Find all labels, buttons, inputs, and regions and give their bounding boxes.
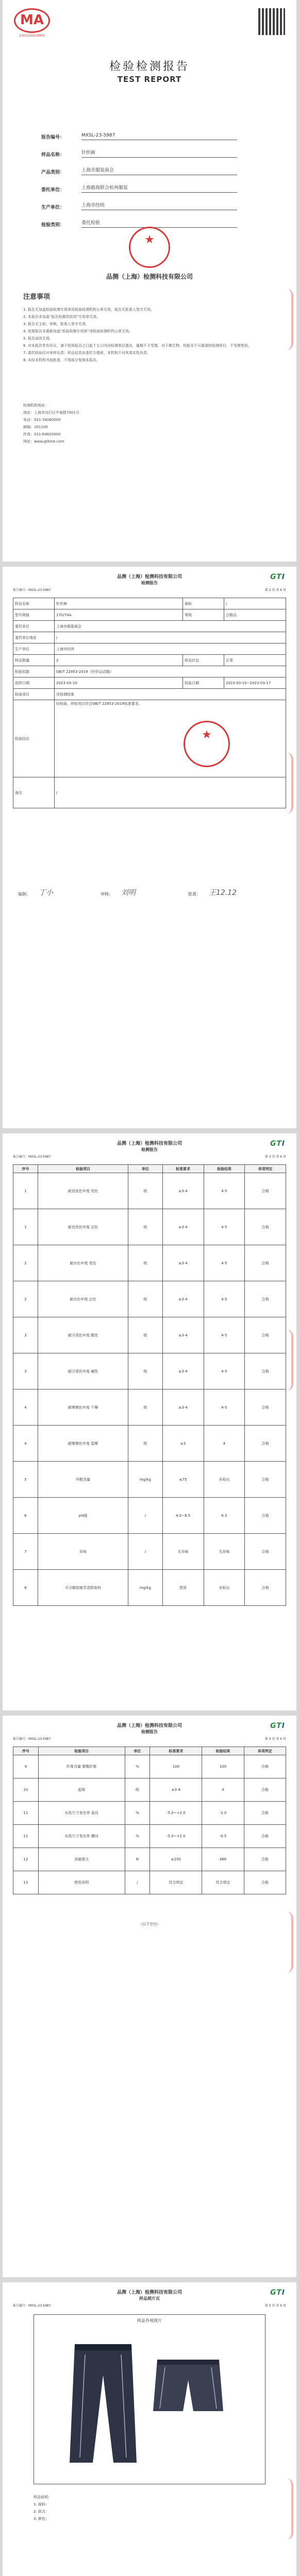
table-row xyxy=(13,1426,286,1462)
table-cell: 合格 xyxy=(245,1462,286,1498)
column-header: 检验结果 xyxy=(202,1747,244,1755)
page-edge-stamp xyxy=(286,1329,293,1391)
table-cell: 型号规格 xyxy=(13,609,55,621)
field-label: 生产单位： xyxy=(41,205,65,210)
field-label: 报告编号： xyxy=(41,135,65,140)
table-cell: 耐水色牢度 变色 xyxy=(38,1245,128,1281)
table-cell: 100 xyxy=(202,1755,244,1778)
table-cell: 无异味 xyxy=(204,1534,245,1570)
table-cell: 合格 xyxy=(244,1755,286,1778)
table-row xyxy=(13,1570,286,1606)
table-header-row xyxy=(13,1165,286,1173)
table-cell: 7 xyxy=(13,1534,38,1570)
field-value: 针织裤 xyxy=(81,149,237,158)
table-cell: ≥3-4 xyxy=(162,1245,204,1281)
table-row xyxy=(13,1871,286,1894)
table-cell: 合格 xyxy=(245,1173,286,1209)
gti-logo xyxy=(270,1140,285,1148)
table-cell: 委托单位 xyxy=(13,621,55,632)
notice-section xyxy=(23,291,276,364)
table-row xyxy=(13,598,286,609)
company-name: 品测（上海）检测科技有限公司 xyxy=(106,273,193,280)
table-cell: / xyxy=(55,632,286,643)
results-body xyxy=(13,1173,286,1606)
table-cell: 4-5 xyxy=(204,1317,245,1353)
table-cell: 6 xyxy=(13,1498,38,1534)
long-pants-photo xyxy=(64,2339,142,2468)
table-cell: GB/T 22853-2019《针织运动服》 xyxy=(55,666,286,677)
inspection-seal xyxy=(184,721,230,767)
table-cell: ≥3 xyxy=(162,1426,204,1462)
table-cell: 合格 xyxy=(245,1353,286,1389)
table-row xyxy=(13,643,286,655)
table-cell: 无异味 xyxy=(162,1534,204,1570)
header-company: 品测（上海）检测科技有限公司 xyxy=(117,1723,182,1728)
table-cell: 商标 xyxy=(183,598,224,609)
table-cell: 禁用 xyxy=(162,1570,204,1606)
table-cell: 检验结论 xyxy=(13,700,55,777)
table-cell: 11 xyxy=(13,1825,39,1848)
header-company: 品测（上海）检测科技有限公司 xyxy=(117,574,182,580)
logo-text-b: I xyxy=(281,1722,285,1730)
qr-code-icon xyxy=(258,8,285,35)
table-cell: 收样日期 xyxy=(13,677,55,689)
table-row xyxy=(13,1317,286,1353)
field-value: 上海市服装商会 xyxy=(81,166,237,175)
sign-label: 审核： xyxy=(101,892,113,896)
table-cell: 合格 xyxy=(244,1802,286,1825)
table-cell: / xyxy=(128,1498,162,1534)
table-cell: 级 xyxy=(128,1209,162,1245)
page-edge-stamp xyxy=(286,289,293,350)
table-cell: 10 xyxy=(13,1778,39,1802)
field-sample-name xyxy=(41,140,237,158)
table-cell: 使用说明 xyxy=(38,1871,125,1894)
table-row xyxy=(13,1825,286,1848)
results-body xyxy=(13,1755,286,1894)
signature-compiler: 丁小 xyxy=(39,889,53,897)
field-value: 委托检验 xyxy=(81,219,237,228)
field-report-no xyxy=(41,123,237,140)
table-row xyxy=(13,700,286,777)
table-cell: 起球 xyxy=(38,1778,125,1802)
table-row xyxy=(13,689,286,700)
note-line: 样品说明： xyxy=(34,2495,52,2499)
contact-info xyxy=(23,402,178,445)
table-cell: 正常 xyxy=(224,655,286,666)
results-page-2 xyxy=(3,1716,296,2277)
table-cell: 2023-03-10 xyxy=(55,677,183,689)
table-cell: ≤75 xyxy=(162,1462,204,1498)
table-cell: 委托单位地址 xyxy=(13,632,55,643)
table-cell: 合格 xyxy=(245,1209,286,1245)
sample-photo-page xyxy=(3,2282,296,2576)
logo-text-b: I xyxy=(281,573,285,581)
table-row xyxy=(13,777,286,808)
table-cell: 4 xyxy=(13,1426,38,1462)
table-cell: 检验项目 xyxy=(13,689,55,700)
field-label: 产品类别： xyxy=(41,170,65,175)
contact-line: 检测机构地址： xyxy=(23,403,48,408)
table-cell: 级 xyxy=(128,1353,162,1389)
table-cell: -0.5 xyxy=(202,1825,244,1848)
table-cell: 甲醛含量 xyxy=(38,1462,128,1498)
table-cell: -5.0~+2.0 xyxy=(150,1802,202,1825)
field-test-type xyxy=(41,210,237,228)
table-cell: 合格 xyxy=(245,1426,286,1462)
contact-line: 网址：www.gtitest.com xyxy=(23,439,64,444)
table-header-row xyxy=(13,1747,286,1755)
report-number: 报告编号：MXSL-23-5987 xyxy=(13,588,51,592)
logo-text-a: GT xyxy=(270,2289,282,2297)
column-header: 单位 xyxy=(125,1747,150,1755)
table-cell: ≥3-4 xyxy=(162,1209,204,1245)
header-report-title: 检测报告 xyxy=(141,581,158,585)
page-number: 第 4 页 共 6 页 xyxy=(264,1737,286,1741)
table-cell: 1 xyxy=(13,1209,38,1245)
table-cell: 水洗尺寸变化率 直向 xyxy=(38,1802,125,1825)
notice-line: 2. 本报告未加盖“报告检测资质用”专用章无效。 xyxy=(23,315,101,319)
seal-star-icon: ★ xyxy=(144,233,155,246)
table-cell: 上海市服装商会 xyxy=(55,621,286,632)
signature-approver: 王12.12 xyxy=(209,889,237,897)
logo-text-a: GT xyxy=(270,573,282,581)
table-row xyxy=(13,1173,286,1209)
table-cell: 合格品 xyxy=(224,609,286,621)
table-row xyxy=(13,1755,286,1778)
page-number: 第 2 页 共 6 页 xyxy=(264,588,286,592)
table-cell: 等级 xyxy=(183,609,224,621)
notice-line: 4. 复制报告未重新加盖“检验检测专用章”或检验检测机构公章无效。 xyxy=(23,329,133,333)
table-cell: 合格 xyxy=(244,1871,286,1894)
column-header: 单项判定 xyxy=(245,1165,286,1173)
column-header: 序号 xyxy=(13,1747,39,1755)
table-cell: 8 xyxy=(13,1570,38,1606)
field-label: 样品名称： xyxy=(41,152,65,158)
table-row xyxy=(13,1245,286,1281)
table-cell: 4 xyxy=(202,1778,244,1802)
table-cell: 样品名称 xyxy=(13,598,55,609)
cover-info-form xyxy=(41,123,237,228)
company-seal xyxy=(129,227,170,268)
table-cell: 13 xyxy=(13,1871,39,1894)
cma-code: 2301120210000 xyxy=(19,34,45,38)
table-cell: 样品数量 xyxy=(13,655,55,666)
table-row xyxy=(13,1778,286,1802)
table-cell: 11 xyxy=(13,1802,39,1825)
table-cell: pH值 xyxy=(38,1498,128,1534)
summary-table xyxy=(13,598,286,808)
notice-line: 1. 报告无加盖检验检测专用章或检验检测机构公章无效，报告无批准人签字无效。 xyxy=(23,308,154,312)
logo-text-b: I xyxy=(281,1140,285,1148)
table-cell: 4-5 xyxy=(204,1245,245,1281)
table-cell: ≥3-4 xyxy=(162,1173,204,1209)
contact-line: 地址：上海市闵行区中春路7001号 xyxy=(23,411,79,415)
notice-title: 注意事项 xyxy=(23,293,51,301)
table-cell: 上海市经纬 xyxy=(55,643,286,655)
field-label: 委托单位： xyxy=(41,188,65,193)
table-cell: 耐皂洗色牢度 沾色 xyxy=(38,1209,128,1245)
table-cell xyxy=(55,700,286,777)
table-cell: 3 xyxy=(13,1317,38,1353)
table-cell: 水洗尺寸变化率 横向 xyxy=(38,1825,125,1848)
field-label: 检验类别： xyxy=(41,223,65,228)
table-cell: 可分解致癌芳香胺染料 xyxy=(38,1570,128,1606)
gti-logo xyxy=(270,1722,285,1730)
table-cell: 级 xyxy=(128,1389,162,1426)
contact-line: 邮编：201100 xyxy=(23,425,48,429)
table-cell: 4.0~8.5 xyxy=(162,1498,204,1534)
table-cell: 检验日期 xyxy=(183,677,224,689)
header-company: 品测（上海）检测科技有限公司 xyxy=(117,2290,182,2295)
header-photo-title: 样品照片页 xyxy=(139,2296,160,2301)
table-cell: 符合规定 xyxy=(150,1871,202,1894)
note-line: 2. 款式： xyxy=(34,2510,49,2514)
table-cell: / xyxy=(55,777,286,808)
table-cell: 未检出 xyxy=(204,1462,245,1498)
page-edge-stamp xyxy=(286,1911,293,1973)
table-cell: 9 xyxy=(13,1755,39,1778)
table-cell: 4-5 xyxy=(204,1389,245,1426)
table-cell: 468 xyxy=(202,1848,244,1871)
table-cell: 3 xyxy=(13,1353,38,1389)
sign-label: 编制： xyxy=(18,892,30,896)
report-number: 报告编号：MXSL-23-5987 xyxy=(13,1737,51,1741)
contact-line: 传真：021-64820000 xyxy=(23,432,61,436)
table-row xyxy=(13,1498,286,1534)
report-title-cn: 检验检测报告 xyxy=(109,60,190,73)
table-cell: 异味 xyxy=(38,1534,128,1570)
table-cell: 4-5 xyxy=(204,1173,245,1209)
conclusion-text: 经检验，所检项目符合GB/T 22853-2019标准要求。 xyxy=(56,702,142,706)
column-header: 检验结果 xyxy=(204,1165,245,1173)
column-header: 检验项目 xyxy=(38,1165,128,1173)
table-row xyxy=(13,1389,286,1426)
table-cell: 耐摩擦色牢度 干摩 xyxy=(38,1389,128,1426)
table-cell: 100 xyxy=(150,1755,202,1778)
table-cell: 未检出 xyxy=(204,1570,245,1606)
logo-text-a: GT xyxy=(270,1722,282,1730)
column-header: 检验项目 xyxy=(38,1747,125,1755)
table-row xyxy=(13,1353,286,1389)
table-cell: 合格 xyxy=(245,1389,286,1426)
table-cell: 2 xyxy=(13,1245,38,1281)
table-cell: mg/kg xyxy=(128,1570,162,1606)
table-cell: 样品状态 xyxy=(183,655,224,666)
table-row xyxy=(13,1534,286,1570)
note-line: 1. 面料： xyxy=(34,2502,49,2506)
table-row xyxy=(13,1848,286,1871)
notice-line: 7. 委托检验仅对来样负责；样品信息由委托方提供，本机构不对其真实性负责。 xyxy=(23,351,151,355)
table-cell: 级 xyxy=(128,1173,162,1209)
table-cell: 级 xyxy=(128,1317,162,1353)
contact-line: 电话：021-34060000 xyxy=(23,418,61,422)
table-cell: ≥3-4 xyxy=(162,1353,204,1389)
table-cell: 见检测结果 xyxy=(55,689,286,700)
table-cell: 2 xyxy=(13,1281,38,1317)
table-row xyxy=(13,632,286,643)
header-report-title: 检测报告 xyxy=(141,1730,158,1734)
table-cell: 合格 xyxy=(245,1281,286,1317)
table-cell: 合格 xyxy=(245,1317,286,1353)
gti-logo xyxy=(270,2289,285,2297)
cma-logo: MA xyxy=(14,8,50,33)
table-row xyxy=(13,1281,286,1317)
table-cell: 合格 xyxy=(244,1825,286,1848)
table-cell: 符合规定 xyxy=(202,1871,244,1894)
notice-line: 3. 报告无主检、审核、批准人签字无效。 xyxy=(23,322,89,326)
table-cell: 4-5 xyxy=(204,1281,245,1317)
table-cell: ≥3-4 xyxy=(162,1389,204,1426)
table-cell: 170/74A xyxy=(55,609,183,621)
table-cell: 4 xyxy=(13,1389,38,1426)
results-page-1 xyxy=(3,1133,296,1710)
table-cell: 耐汗渍色牢度 酸性 xyxy=(38,1317,128,1353)
field-client xyxy=(41,175,237,193)
field-value: 上海慈海联合杭州服装 xyxy=(81,184,237,193)
table-cell: ≥3-4 xyxy=(162,1281,204,1317)
results-table xyxy=(13,1747,286,1894)
table-row xyxy=(13,1462,286,1498)
table-cell: 4-5 xyxy=(204,1353,245,1389)
shorts-photo xyxy=(152,2354,224,2416)
report-number: 报告编号：MXSL-23-5987 xyxy=(13,1155,51,1159)
table-cell: 耐汗渍色牢度 碱性 xyxy=(38,1353,128,1389)
column-header: 单位 xyxy=(128,1165,162,1173)
report-title-en: TEST REPORT xyxy=(117,75,182,84)
table-row xyxy=(13,677,286,689)
column-header: 标准要求 xyxy=(150,1747,202,1755)
table-cell: 耐摩擦色牢度 湿摩 xyxy=(38,1426,128,1462)
table-cell: 2 xyxy=(55,655,183,666)
table-cell: ≥250 xyxy=(150,1848,202,1871)
notice-line: 8. 未经本机构书面批准，不得部分复制本报告。 xyxy=(23,358,100,362)
table-cell: mg/kg xyxy=(128,1462,162,1498)
table-cell: 生产单位 xyxy=(13,643,55,655)
table-cell: 12 xyxy=(13,1848,39,1871)
field-value: MXSL-23-5987 xyxy=(81,133,237,140)
page-number: 第 3 页 共 6 页 xyxy=(264,1155,286,1159)
table-cell: 合格 xyxy=(245,1498,286,1534)
table-row xyxy=(13,621,286,632)
table-cell: 2023-03-10~2023-03-17 xyxy=(224,677,286,689)
table-cell: 合格 xyxy=(245,1570,286,1606)
report-summary-page xyxy=(3,567,296,1128)
table-row xyxy=(13,609,286,621)
table-cell: ≥3-4 xyxy=(150,1778,202,1802)
table-cell: 合格 xyxy=(245,1534,286,1570)
column-header: 标准要求 xyxy=(162,1165,204,1173)
sample-notes xyxy=(34,2494,52,2522)
field-category xyxy=(41,158,237,175)
table-cell: ≥3-4 xyxy=(162,1317,204,1353)
sign-label: 批准： xyxy=(188,892,201,896)
note-line: 3. 颜色： xyxy=(34,2517,49,2521)
table-row xyxy=(13,666,286,677)
column-header: 序号 xyxy=(13,1165,38,1173)
table-row xyxy=(13,1802,286,1825)
table-cell: % xyxy=(125,1755,150,1778)
table-cell: 级 xyxy=(125,1778,150,1802)
table-cell: N xyxy=(125,1848,150,1871)
table-cell: 合格 xyxy=(244,1778,286,1802)
column-header: 单项判定 xyxy=(244,1747,286,1755)
table-cell: % xyxy=(125,1802,150,1825)
report-number: 报告编号：MXSL-23-5987 xyxy=(13,2304,51,2308)
table-cell: 备注 xyxy=(13,777,55,808)
gti-logo xyxy=(270,573,285,581)
table-row xyxy=(13,655,286,666)
table-cell: 4-5 xyxy=(204,1209,245,1245)
table-cell: 1 xyxy=(13,1173,38,1209)
report-cover-page xyxy=(3,0,296,562)
notice-line: 6. 对本报告若有异议，请于收到报告之日起十五日内向检测单位提出，逾期不予受理。对于微生物、性能及不可重现的检测项目，不受理复检。 xyxy=(23,344,252,348)
results-table xyxy=(13,1164,286,1606)
seal-star-icon: ★ xyxy=(202,728,212,741)
field-value: 上海市经纬 xyxy=(81,201,237,210)
table-cell: 5 xyxy=(13,1462,38,1498)
end-of-table: （以下空白） xyxy=(139,1922,160,1926)
table-cell: / xyxy=(128,1534,162,1570)
notice-line: 5. 报告涂改无效。 xyxy=(23,336,53,341)
field-manufacturer xyxy=(41,193,237,210)
page-edge-stamp xyxy=(286,752,293,814)
table-cell: -5.0~+2.0 xyxy=(150,1825,202,1848)
table-cell: 级 xyxy=(128,1426,162,1462)
logo-text-a: GT xyxy=(270,1140,282,1148)
table-cell: 检验依据 xyxy=(13,666,55,677)
table-row xyxy=(13,1209,286,1245)
table-cell: 合格 xyxy=(245,1245,286,1281)
table-cell: / xyxy=(224,598,286,609)
table-cell: 4 xyxy=(204,1426,245,1462)
table-cell: 顶破强力 xyxy=(38,1848,125,1871)
table-cell: 合格 xyxy=(244,1848,286,1871)
header-report-title: 检测报告 xyxy=(141,1147,158,1152)
table-cell: -1.0 xyxy=(202,1802,244,1825)
page-number: 第 5 页 共 6 页 xyxy=(264,2304,286,2308)
logo-text-b: I xyxy=(281,2289,285,2297)
table-cell: 耐水色牢度 沾色 xyxy=(38,1281,128,1317)
header-company: 品测（上海）检测科技有限公司 xyxy=(117,1141,182,1146)
photo-caption: 样品外观照片 xyxy=(137,2318,162,2323)
table-cell: 耐皂洗色牢度 变色 xyxy=(38,1173,128,1209)
table-cell: / xyxy=(125,1871,150,1894)
table-cell: 级 xyxy=(128,1281,162,1317)
table-cell: 级 xyxy=(128,1245,162,1281)
table-cell: 针织裤 xyxy=(55,598,183,609)
page-edge-stamp xyxy=(286,2478,293,2540)
table-cell: 纤维含量 聚酯纤维 xyxy=(38,1755,125,1778)
signature-reviewer: 刘明 xyxy=(121,889,136,897)
table-cell: 6.3 xyxy=(204,1498,245,1534)
table-cell: % xyxy=(125,1825,150,1848)
